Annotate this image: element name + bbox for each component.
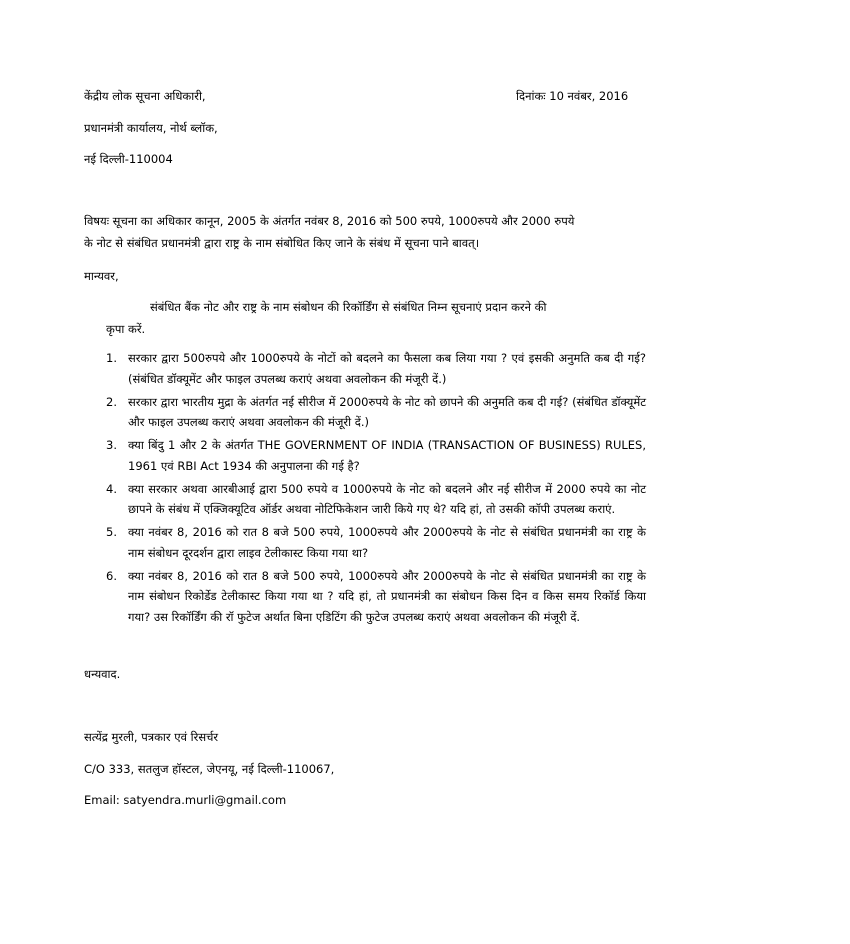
letter-date: दिनांकः 10 नवंबर, 2016 — [516, 89, 629, 103]
list-number: 5. — [106, 525, 117, 540]
list-text: सरकार द्वारा भारतीय मुद्रा के अंतर्गत नई सीरीज में 2000रुपये के नोट को छापने की अनुमति कब दी गई? (संबंधित डॉक्यूमेंट और फाइल उपलब्ध कराएं अथवा अवलोकन की मंजूरी दें.) — [128, 394, 646, 430]
request-list — [106, 348, 646, 630]
list-text: सरकार द्वारा 500रुपये और 1000रुपये के नोटों को बदलने का फैसला कब लिया गया ? एवं इसकी अनुमति कब दी गई? (संबंधित डॉक्यूमेंट और फाइल उपलब्ध कराएं अथवा अवलोकन की मंजूरी दें.) — [128, 351, 646, 386]
intro-line-2: कृपा करें. — [106, 322, 146, 336]
list-number: 4. — [106, 481, 117, 496]
list-number: 2. — [106, 394, 117, 409]
salutation: मान्यवर, — [84, 269, 119, 283]
recipient-title: केंद्रीय लोक सूचना अधिकारी, — [84, 89, 206, 103]
list-item — [106, 566, 646, 628]
list-item — [106, 479, 646, 520]
signature-email: Email: satyendra.murli@gmail.com — [84, 793, 287, 807]
list-text: क्या बिंदु 1 और 2 के अंतर्गत THE GOVERNMENT OF INDIA (TRANSACTION OF BUSINESS) RULES, 1961 एवं RBI Act 1934 की अनुपालना की गई है? — [128, 438, 646, 473]
list-text: क्या नवंबर 8, 2016 को रात 8 बजे 500 रुपये, 1000रुपये और 2000रुपये के नोट से संबंधित प्रधानमंत्री का राष्ट्र के नाम संबोधन रिकोर्डेड टेलीकास्ट किया गया था ? यदि हां, तो प्रधानमंत्री का संबोधन किस दिन व किस समय रिकॉर्ड किया गया? उस रिकॉर्डिंग की रॉ फुटेज अर्थात बिना एडिटिंग की फुटेज उपलब्ध कराएं अथवा अवलोकन की मंजूरी दें. — [128, 568, 646, 625]
intro-line-1: संबंधित बैंक नोट और राष्ट्र के नाम संबोधन की रिकॉर्डिंग से संबंधित निम्न सूचनाएं प्रदान करने की — [150, 300, 547, 314]
list-number: 6. — [106, 568, 117, 583]
recipient-city: नई दिल्ली-110004 — [84, 152, 173, 166]
list-text: क्या नवंबर 8, 2016 को रात 8 बजे 500 रुपये, 1000रुपये और 2000रुपये के नोट से संबंधित प्रधानमंत्री का राष्ट्र के नाम संबोधन दूरदर्शन द्वारा लाइव टेलीकास्ट किया गया था? — [128, 525, 646, 560]
list-number: 3. — [106, 438, 117, 453]
list-number: 1. — [106, 351, 117, 365]
list-item — [106, 522, 646, 563]
list-item — [106, 348, 646, 389]
list-item — [106, 392, 646, 433]
signature-address: C/O 333, सतलुज हॉस्टल, जेएनयू, नई दिल्ली-110067, — [84, 762, 335, 776]
subject-line-2: के नोट से संबंधित प्रधानमंत्री द्वारा राष्ट्र के नाम संबोधित किए जाने के संबंध में सूचना पाने बावत्। — [84, 236, 480, 250]
signature-name: सत्येंद्र मुरली, पत्रकार एवं रिसर्चर — [84, 730, 219, 744]
list-item — [106, 435, 646, 476]
closing: धन्यवाद. — [84, 667, 121, 681]
list-text: क्या सरकार अथवा आरबीआई द्वारा 500 रुपये व 1000रुपये के नोट को बदलने और नई सीरीज में 2000 रुपये का नोट छापने के संबंध में एक्जिक्यूटिव ऑर्डर अथवा नोटिफिकेशन जारी किये गए थे? यदि हां, तो उसकी कॉपी उपलब्ध कराएं. — [128, 481, 646, 517]
recipient-office: प्रधानमंत्री कार्यालय, नोर्थ ब्लॉक, — [84, 121, 218, 135]
subject-line-1: विषयः सूचना का अधिकार कानून, 2005 के अंतर्गत नवंबर 8, 2016 को 500 रुपये, 1000रुपये और 2000 रुपये — [84, 214, 575, 228]
